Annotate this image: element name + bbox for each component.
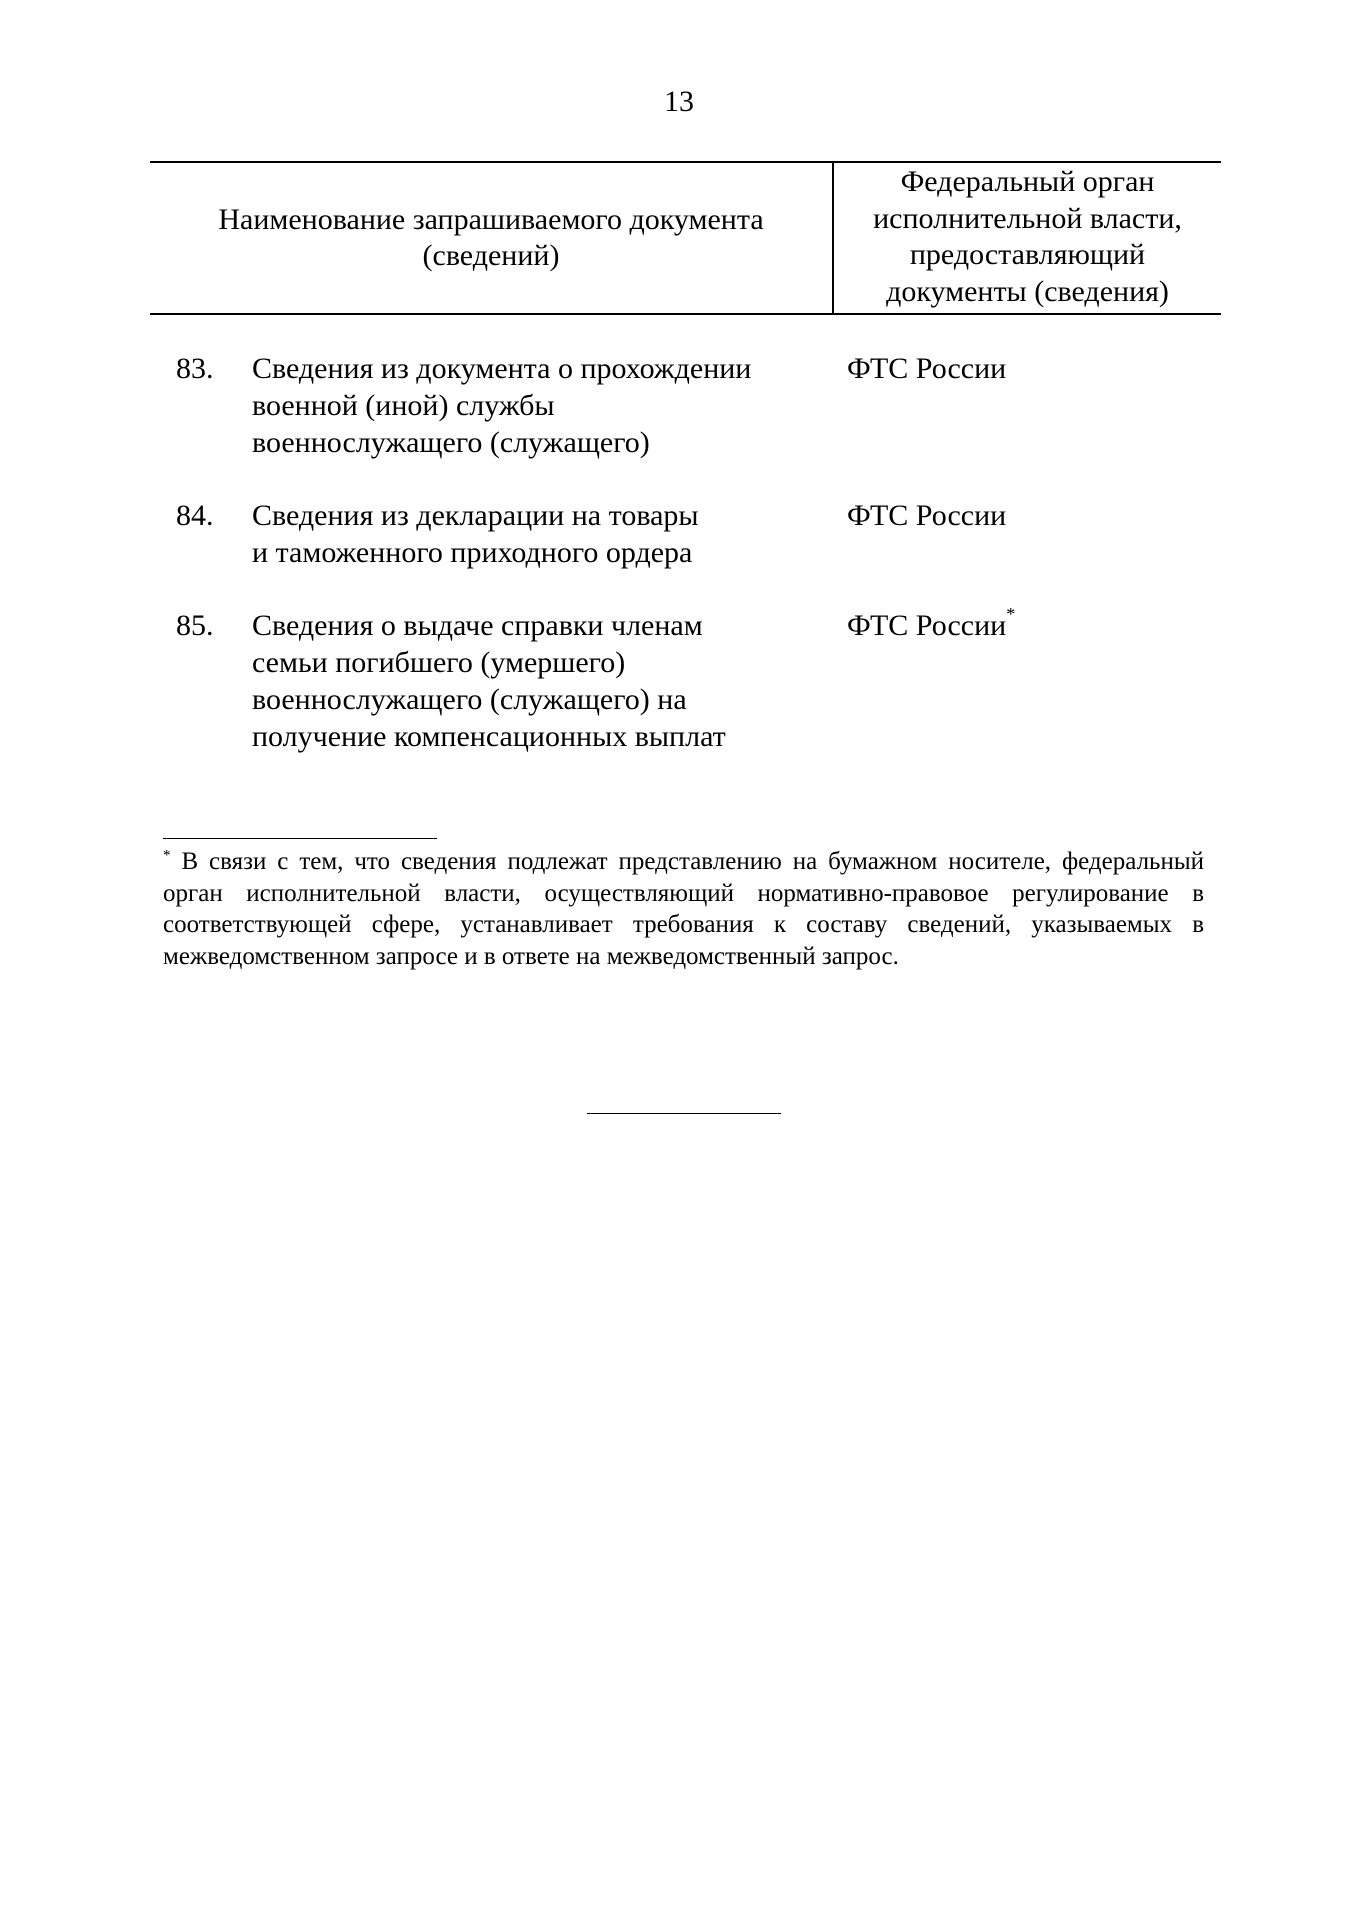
footnote-separator xyxy=(163,838,437,839)
footnote-text: В связи с тем, что сведения подлежат представлению на бумажном носителе, федеральный орган исполнительной власти, осуществляющий нормативно-правовое регулирование в соответствующей сфере, устанавливает требования к составу сведений, указываемых в межведомственном запросе и в ответе на межведомственный запрос. xyxy=(163,848,1204,970)
row-document-name: Сведения о выдаче справки членам семьи погибшего (умершего) военнослужащего (служащего) на получение компенсационных выплат xyxy=(252,609,726,753)
row-authority xyxy=(847,497,1006,534)
table-header xyxy=(150,161,1221,315)
footnote xyxy=(163,846,1204,972)
footnote-reference-mark: * xyxy=(1006,604,1016,624)
row-document-name: Сведения из декларации на товары и таможенного приходного ордера xyxy=(252,499,699,569)
row-number: 85. xyxy=(176,609,214,642)
row-document-name: Сведения из документа о прохождении военной (иной) службы военнослужащего (служащего) xyxy=(252,352,752,459)
row-authority-text: ФТС России xyxy=(847,352,1007,385)
row-authority-text: ФТС России xyxy=(847,499,1007,532)
header-authority-text: Федеральный орган исполнительной власти, предоставляющий документы (сведения) xyxy=(873,165,1182,308)
page-number: 13 xyxy=(664,85,694,118)
row-authority xyxy=(847,604,1016,644)
header-authority xyxy=(834,163,1221,313)
header-document-name-text: Наименование запрашиваемого документа (сведений) xyxy=(218,203,764,272)
end-of-document-rule xyxy=(587,1113,781,1114)
row-authority-text: ФТС России xyxy=(847,609,1007,642)
row-number: 84. xyxy=(176,499,214,532)
row-authority xyxy=(847,350,1006,387)
row-number: 83. xyxy=(176,352,214,385)
header-document-name xyxy=(150,163,834,313)
footnote-mark: * xyxy=(163,847,171,864)
